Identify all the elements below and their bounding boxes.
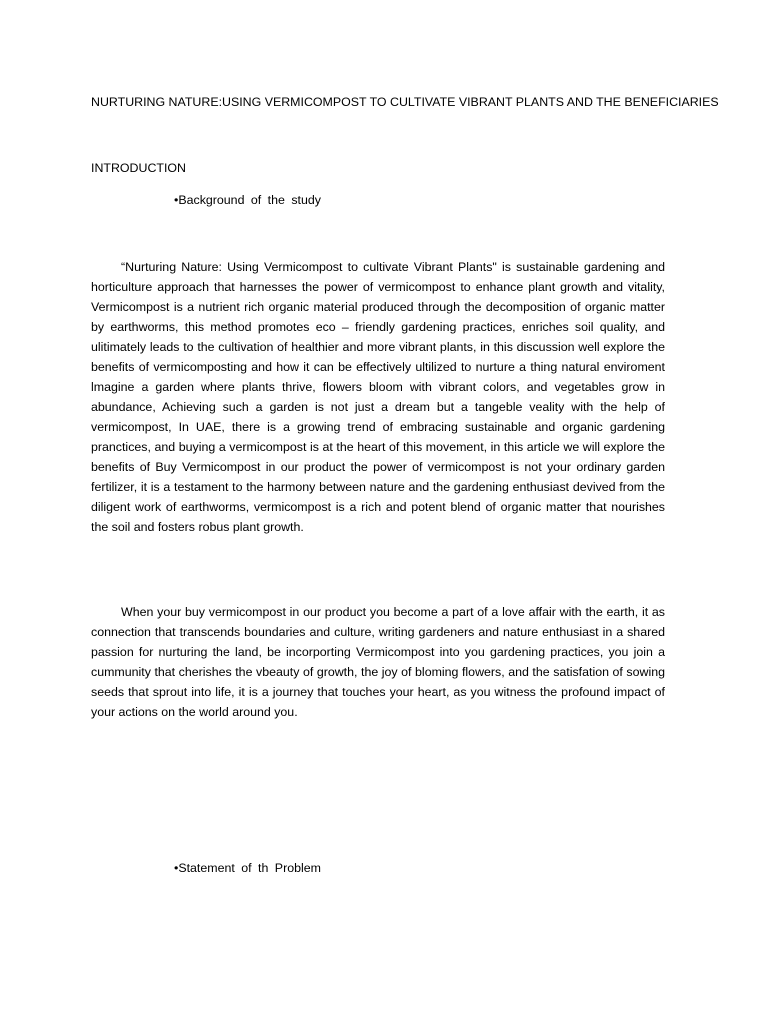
paragraph: “Nurturing Nature: Using Vermicompost to cultivate Vibrant Plants" is sustainable gardening and horticulture approach that harnesses the power of vermicompost to enhance plant growth and vitality, Vermicompost is a nutrient rich organic material produced through the decomposition of organic matter by earthworms, this method promotes eco – friendly gardening practices, enriches soil quality, and ulitimately leads to the cultivation of healthier and more vibrant plants, in this discussion well explore the benefits of vermicomposting and how it can be effectively ultilized to nurture a thing natural enviroment lmagine a garden where plants thrive, flowers bloom with vibrant colors, and vegetables grow in abundance, Achieving such a garden is not just a dream but a tangeble veality with the help of vermicompost, In UAE, there is a growing trend of embracing sustainable and organic gardening pranctices, and buying a vermicompost is at the heart of this movement, in this article we will explore the benefits of Buy Vermicompost in our product the power of vermicompost is not your ordinary garden fertilizer, it is a testament to the harmony between nature and the gardening enthusiast devived from the diligent work of earthworms, vermicompost is a rich and potent blend of organic matter that nourishes the soil and fosters robus plant growth. — [91, 260, 665, 534]
document-title: NURTURING NATURE:USING VERMICOMPOST TO CULTIVATE VIBRANT PLANTS AND THE BENEFICIARIES — [91, 95, 719, 109]
bullet-background: •Background of the study — [174, 193, 321, 207]
section-heading: INTRODUCTION — [91, 161, 186, 175]
paragraph: When your buy vermicompost in our product you become a part of a love affair with the earth, it as connection that transcends boundaries and culture, writing gardeners and nature enthusiast in a shared passion for nurturing the land, be incorporting Vermicompost into you gardening practices, you join a cummunity that cherishes the vbeauty of growth, the joy of bloming flowers, and the satisfation of sowing seeds that sprout into life, it is a journey that touches your heart, as you witness the profound impact of your actions on the world around you. — [91, 605, 665, 719]
bullet-statement-of-problem: •Statement of th Problem — [174, 861, 321, 875]
